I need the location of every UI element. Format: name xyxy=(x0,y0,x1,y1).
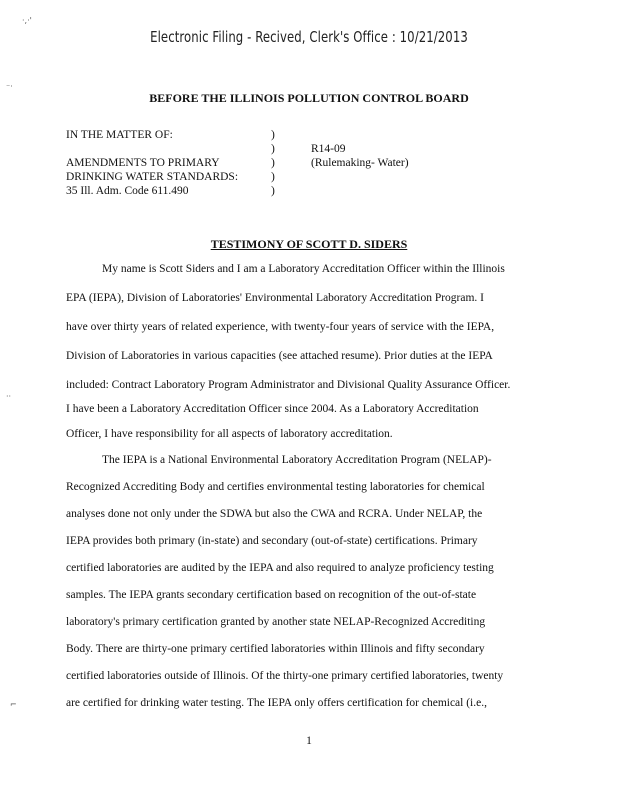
scan-mark: ·· xyxy=(6,392,12,401)
text-line: certified laboratories are audited by the IEPA and also required to analyze proficiency testing xyxy=(66,562,494,574)
caption-line: 35 Ill. Adm. Code 611.490 xyxy=(66,185,189,197)
paren: ) xyxy=(271,129,275,141)
testimony-title: TESTIMONY OF SCOTT D. SIDERS xyxy=(210,237,408,251)
rulemaking-type: (Rulemaking- Water) xyxy=(311,157,409,169)
text-line: samples. The IEPA grants secondary certification based on recognition of the out-of-state xyxy=(66,589,477,601)
scan-mark: ⌐ xyxy=(10,700,17,709)
text-line: included: Contract Laboratory Program Administrator and Divisional Quality Assurance Officer. xyxy=(66,379,511,391)
caption-parens xyxy=(271,128,275,198)
paren: ) xyxy=(271,171,275,183)
text-line: certified laboratories outside of Illinois. Of the thirty-one primary certified laboratories, twenty xyxy=(66,670,504,682)
text-line: IEPA provides both primary (in-state) and secondary (out-of-state) certifications. Primary xyxy=(66,535,478,547)
paren: ) xyxy=(271,185,275,197)
caption-line: DRINKING WATER STANDARDS: xyxy=(66,171,239,183)
scan-mark: ·,·' xyxy=(22,16,32,25)
caption-left xyxy=(66,128,238,198)
paren: ) xyxy=(271,143,275,155)
text-line: laboratory's primary certification granted by another state NELAP-Recognized Accrediting xyxy=(66,616,486,628)
filing-stamp: Electronic Filing - Recived, Clerk's Office : 10/21/2013 xyxy=(150,28,468,46)
text-line: EPA (IEPA), Division of Laboratories' Environmental Laboratory Accreditation Program. I xyxy=(66,292,485,304)
board-heading: BEFORE THE ILLINOIS POLLUTION CONTROL BOARD xyxy=(149,91,469,105)
text-line: have over thirty years of related experience, with twenty-four years of service with the IEPA, xyxy=(66,321,495,333)
text-line: are certified for drinking water testing. The IEPA only offers certification for chemical (i.e., xyxy=(66,697,487,709)
paren: ) xyxy=(271,157,275,169)
text-line: Division of Laboratories in various capacities (see attached resume). Prior duties at the IEPA xyxy=(66,350,493,362)
text-line: Body. There are thirty-one primary certified laboratories within Illinois and fifty secondary xyxy=(66,643,485,655)
caption-right xyxy=(311,142,409,170)
scan-mark: ⁻· xyxy=(6,82,13,91)
text-line: My name is Scott Siders and I am a Laboratory Accreditation Officer within the Illinois xyxy=(102,263,505,275)
page-number: 1 xyxy=(306,735,312,747)
text-line: Recognized Accrediting Body and certifies environmental testing laboratories for chemical xyxy=(66,481,485,493)
docket-number: R14-09 xyxy=(311,143,346,155)
caption-line: AMENDMENTS TO PRIMARY xyxy=(66,157,220,169)
text-line: I have been a Laboratory Accreditation Officer since 2004. As a Laboratory Accreditation xyxy=(66,403,479,415)
caption-line xyxy=(66,142,238,156)
text-line: Officer, I have responsibility for all aspects of laboratory accreditation. xyxy=(66,428,393,440)
caption-line: IN THE MATTER OF: xyxy=(66,129,173,141)
text-line: analyses done not only under the SDWA but also the CWA and RCRA. Under NELAP, the xyxy=(66,508,483,520)
text-line: The IEPA is a National Environmental Laboratory Accreditation Program (NELAP)- xyxy=(102,454,492,466)
